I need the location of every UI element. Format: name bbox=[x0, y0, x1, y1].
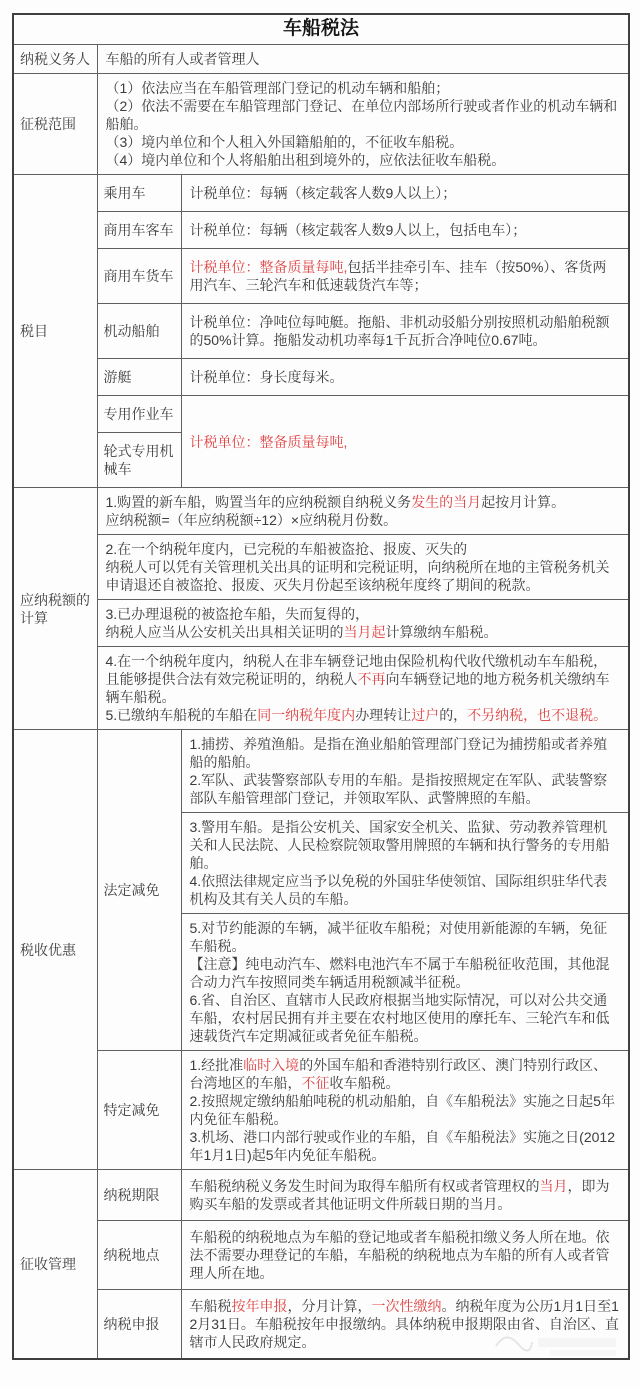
paragraph bbox=[190, 872, 621, 908]
row-calculation bbox=[13, 647, 629, 730]
calculation-cell bbox=[97, 647, 629, 730]
highlighted-text: 当月起 bbox=[343, 624, 386, 640]
paragraph bbox=[106, 151, 621, 169]
taxpayer-label: 纳税义务人 bbox=[13, 45, 97, 74]
tax-item-content bbox=[181, 212, 629, 249]
text-segment: 车船税的纳税地点为车船的登记地或者车船税扣缴义务人所在地。依法不需要办理登记的车船，车船税的纳税地点为车船的所有人或者管理人所在地。 bbox=[189, 1229, 610, 1281]
text-segment: 的， bbox=[439, 707, 468, 723]
highlighted-text: 同一纳税年度内 bbox=[257, 707, 356, 723]
text-segment: 计税单位：身长度每米。 bbox=[189, 369, 344, 385]
row-calculation bbox=[13, 488, 629, 535]
text-segment: 收车船税。 bbox=[329, 1075, 400, 1091]
text-segment: 5.对节约能源的车辆，减半征收车船税；对使用新能源的车辆，免征车船税。 bbox=[189, 920, 608, 954]
paragraph bbox=[190, 368, 621, 386]
row-tax-item bbox=[13, 175, 629, 212]
tax-item-content-merged bbox=[181, 396, 629, 488]
paragraph bbox=[190, 919, 621, 955]
paragraph bbox=[106, 558, 621, 594]
paragraph bbox=[190, 1177, 621, 1213]
page-title: 车船税法 bbox=[13, 14, 629, 45]
tax-item-name: 专用作业车 bbox=[97, 396, 181, 433]
statutory-relief-label: 法定减免 bbox=[97, 730, 181, 1051]
text-segment: （3）境内单位和个人租入外国籍船舶的，不征收车船税。 bbox=[105, 134, 464, 150]
paragraph bbox=[106, 511, 621, 529]
text-segment: （2）依法不需要在车船管理部门登记、在单位内部场所行驶或者作业的机动车辆和船舶。 bbox=[105, 98, 618, 132]
administration-sub-label: 纳税申报 bbox=[97, 1290, 181, 1360]
page bbox=[0, 13, 640, 1388]
text-segment: 的外国车船和香港特别行政区、澳门特别行政区、台湾地区的车船， bbox=[189, 1057, 608, 1091]
text-segment: 车船的所有人或者管理人 bbox=[105, 51, 260, 67]
highlighted-text: 按年申报 bbox=[231, 1298, 288, 1314]
highlighted-text: 不另纳税，也不退税。 bbox=[467, 707, 608, 723]
paragraph bbox=[190, 818, 621, 872]
row-scope bbox=[13, 74, 629, 175]
paragraph bbox=[106, 133, 621, 151]
tax-item-content bbox=[181, 359, 629, 396]
tax-item-content bbox=[181, 304, 629, 359]
text-segment: 向车辆登记地的地方税务机关缴纳车辆车船税。 bbox=[105, 671, 610, 705]
text-segment: 车船税 bbox=[189, 1298, 232, 1314]
row-tax-item bbox=[13, 212, 629, 249]
statutory-relief-cell bbox=[181, 730, 629, 813]
row-calculation bbox=[13, 535, 629, 600]
text-segment: 1.捕捞、养殖渔船。是指在渔业船舶管理部门登记为捕捞船或者养殖船的船舶。 bbox=[189, 736, 608, 770]
row-tax-item bbox=[13, 304, 629, 359]
highlighted-text: 计税单位：整备质量每吨, bbox=[189, 433, 348, 450]
text-segment: 办理转让 bbox=[355, 707, 412, 723]
row-tax-item bbox=[13, 359, 629, 396]
taxpayer-content bbox=[97, 45, 629, 74]
text-segment: 计算缴纳车船税。 bbox=[385, 624, 498, 640]
tax-items-label: 税目 bbox=[13, 175, 97, 488]
administration-sub-label: 纳税期限 bbox=[97, 1170, 181, 1221]
text-segment: 包括半挂牵引车、挂车（按50%）、客货两用汽车、三轮汽车和低速载货汽车等； bbox=[189, 259, 607, 293]
calculation-cell bbox=[97, 600, 629, 647]
administration-content bbox=[181, 1170, 629, 1221]
paragraph bbox=[190, 955, 621, 991]
tax-item-content bbox=[181, 249, 629, 304]
tax-item-name: 商用车客车 bbox=[97, 212, 181, 249]
tax-item-name: 轮式专用机械车 bbox=[97, 433, 181, 488]
highlighted-text: 发生的当月 bbox=[411, 494, 482, 510]
text-segment: 车船税纳税义务发生时间为取得车船所有权或者管理权的 bbox=[189, 1178, 540, 1194]
text-segment: 起按月计算。 bbox=[481, 494, 566, 510]
row-taxpayer bbox=[13, 45, 629, 74]
highlighted-text: 不征 bbox=[301, 1075, 330, 1091]
highlighted-text: 不再 bbox=[357, 671, 386, 687]
text-segment: 【注意】纯电动汽车、燃料电池汽车不属于车船税征收范围，其他混合动力汽车按照同类车辆适用税额减半征税。 bbox=[189, 956, 610, 990]
text-segment: 2.在一个纳税年度内，已完税的车船被盗抢、报废、灭失的 bbox=[105, 541, 468, 557]
text-segment: （4）境内单位和个人将船舶出租到境外的，应依法征收车船税。 bbox=[105, 152, 506, 168]
paragraph bbox=[106, 79, 621, 97]
administration-content bbox=[181, 1290, 629, 1360]
statutory-relief-cell bbox=[181, 813, 629, 914]
text-segment: 计税单位：净吨位每吨艇。拖船、非机动驳船分别按照机动船舶税额的50%计算。拖船发动机功率每1千瓦折合净吨位0.67吨。 bbox=[189, 314, 610, 348]
calculation-label: 应纳税额的计算 bbox=[13, 488, 97, 730]
paragraph bbox=[106, 50, 621, 68]
paragraph bbox=[190, 433, 621, 451]
highlighted-text: 当月 bbox=[539, 1178, 568, 1194]
highlighted-text: 一次性缴纳 bbox=[371, 1298, 442, 1314]
paragraph bbox=[190, 991, 621, 1045]
incentives-label: 税收优惠 bbox=[13, 730, 97, 1170]
paragraph bbox=[106, 623, 621, 641]
text-segment: 计税单位：每辆（核定载客人数9人以上，包括电车）； bbox=[189, 222, 527, 238]
row-incentives bbox=[13, 1051, 629, 1170]
text-segment: 5.已缴纳车船税的车船在 bbox=[105, 707, 258, 723]
tax-item-name: 游艇 bbox=[97, 359, 181, 396]
paragraph bbox=[190, 735, 621, 771]
tax-item-name: 机动船舶 bbox=[97, 304, 181, 359]
row-title bbox=[13, 14, 629, 45]
row-administration bbox=[13, 1221, 629, 1290]
paragraph bbox=[190, 1228, 621, 1282]
paragraph bbox=[190, 258, 621, 294]
administration-content bbox=[181, 1221, 629, 1290]
row-incentives bbox=[13, 730, 629, 813]
paragraph bbox=[106, 493, 621, 511]
highlighted-text: 计税单位：整备质量每吨, bbox=[189, 259, 348, 275]
administration-sub-label: 纳税地点 bbox=[97, 1221, 181, 1290]
text-segment: （1）依法应当在车船管理部门登记的机动车辆和船舶； bbox=[105, 80, 450, 96]
text-segment: 纳税人可以凭有关管理机关出具的证明和完税证明，向纳税所在地的主管税务机关申请退还自被盗抢、报废、灭失月份起至该纳税年度终了期间的税款。 bbox=[105, 559, 610, 593]
tax-item-name: 乘用车 bbox=[97, 175, 181, 212]
text-segment: 应纳税额=（年应纳税额÷12）×应纳税月份数。 bbox=[105, 512, 398, 528]
scope-label: 征税范围 bbox=[13, 74, 97, 175]
paragraph bbox=[190, 221, 621, 239]
paragraph bbox=[190, 313, 621, 349]
specific-relief-cell bbox=[181, 1051, 629, 1170]
specific-relief-label: 特定减免 bbox=[97, 1051, 181, 1170]
text-segment: 2.军队、武装警察部队专用的车船。是指按照规定在军队、武装警察部队车船管理部门登记，并领取军队、武警牌照的车船。 bbox=[189, 772, 608, 806]
row-calculation bbox=[13, 600, 629, 647]
text-segment: 2.按照规定缴纳船舶吨税的机动船舶，自《车船税法》实施之日起5年内免征车船税。 bbox=[189, 1093, 615, 1127]
paragraph bbox=[106, 652, 621, 706]
row-tax-item bbox=[13, 249, 629, 304]
text-segment: 纳税人应当从公安机关出具相关证明的 bbox=[105, 624, 344, 640]
paragraph bbox=[106, 605, 621, 623]
tax-law-table bbox=[12, 13, 630, 1360]
administration-label: 征收管理 bbox=[13, 1170, 97, 1360]
paragraph bbox=[190, 1056, 621, 1092]
paragraph bbox=[190, 1092, 621, 1128]
text-segment: 4.依照法律规定应当予以免税的外国驻华使领馆、国际组织驻华代表机构及其有关人员的车船。 bbox=[189, 873, 608, 907]
paragraph bbox=[106, 540, 621, 558]
tax-item-name: 商用车货车 bbox=[97, 249, 181, 304]
statutory-relief-cell bbox=[181, 914, 629, 1051]
highlighted-text: 过户 bbox=[411, 707, 440, 723]
paragraph bbox=[190, 1128, 621, 1164]
calculation-cell bbox=[97, 535, 629, 600]
row-tax-item bbox=[13, 396, 629, 433]
scope-content bbox=[97, 74, 629, 175]
paragraph bbox=[190, 771, 621, 807]
paragraph bbox=[190, 184, 621, 202]
highlighted-text: 临时入境 bbox=[243, 1057, 300, 1073]
text-segment: 3.机场、港口内部行驶或作业的车船，自《车船税法》实施之日(2012年1月1日)起5年内免征车船税。 bbox=[189, 1129, 615, 1163]
text-segment: 4.在一个纳税年度内，纳税人在非车辆登记地由保险机构代收代缴机动车车船税，且能够提供合法有效完税证明的，纳税人 bbox=[105, 653, 608, 687]
row-administration bbox=[13, 1290, 629, 1360]
text-segment: 1.购置的新车船，购置当年的应纳税额自纳税义务 bbox=[105, 494, 412, 510]
text-segment: 。纳税年度为公历1月1日至12月31日。车船税按年申报缴纳。具体纳税申报期限由省、自治区、直辖市人民政府规定。 bbox=[189, 1298, 619, 1350]
calculation-cell bbox=[97, 488, 629, 535]
paragraph bbox=[106, 97, 621, 133]
tax-item-content bbox=[181, 175, 629, 212]
paragraph bbox=[190, 1297, 621, 1351]
text-segment: ，即为购买车船的发票或者其他证明文件所载日期的当月。 bbox=[189, 1178, 610, 1212]
text-segment: 1.经批准 bbox=[189, 1057, 244, 1073]
text-segment: ，分月计算， bbox=[287, 1298, 372, 1314]
text-segment: 3.已办理退税的被盗抢车船，失而复得的， bbox=[105, 606, 370, 622]
paragraph bbox=[106, 706, 621, 724]
text-segment: 6.省、自治区、直辖市人民政府根据当地实际情况，可以对公共交通车船，农村居民拥有并主要在农村地区使用的摩托车、三轮汽车和低速载货汽车定期减征或者免征车船税。 bbox=[189, 992, 610, 1044]
text-segment: 计税单位：每辆（核定载客人数9人以上）； bbox=[189, 185, 457, 201]
text-segment: 3.警用车船。是指公安机关、国家安全机关、监狱、劳动教养管理机关和人民法院、人民检察院领取警用牌照的车辆和执行警务的专用船舶。 bbox=[189, 819, 610, 871]
row-administration bbox=[13, 1170, 629, 1221]
